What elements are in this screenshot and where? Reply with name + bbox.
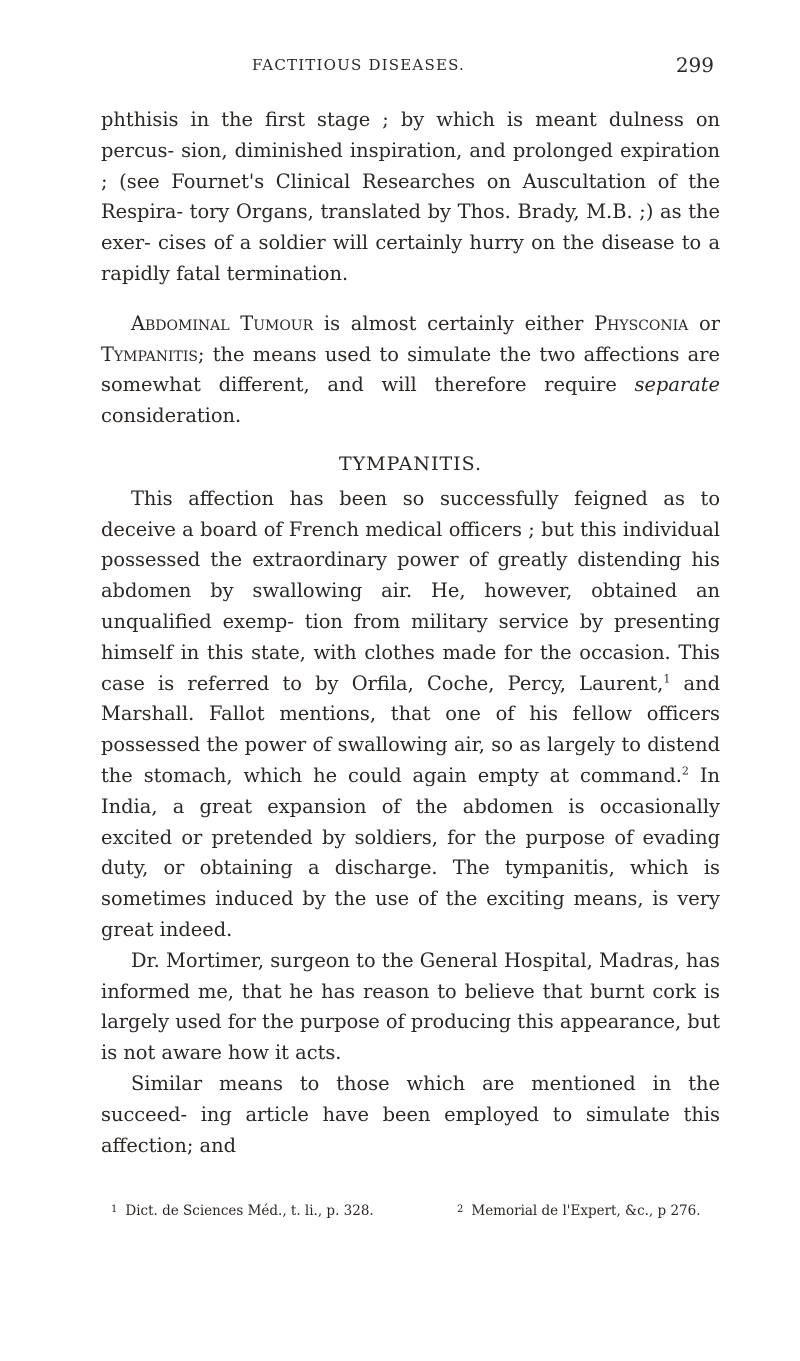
paragraph-text: In India, a great expansion of the abdomen is occasionally excited or pretended by soldiers, for the purpose of evading duty, or obtaining a discharge. The tympanitis, which is sometimes induced by the use of the exciting means, is very great indeed. xyxy=(101,763,720,941)
body-text xyxy=(101,105,720,1161)
paragraph-text: consideration. xyxy=(101,404,242,428)
section-heading: TYMPANITIS. xyxy=(338,452,483,475)
footnote-mark: 2 xyxy=(457,1204,464,1215)
paragraph-abdominal-tumour xyxy=(101,309,720,432)
term-physconia: Physconia xyxy=(594,311,689,335)
paragraph-text: ; the means used to simulate the two affections are somewhat different, and will therefore require xyxy=(101,342,720,397)
footnote-ref-2: 2 xyxy=(681,764,689,778)
footnote-mark: 1 xyxy=(111,1204,118,1215)
emphasis-separate: separate xyxy=(634,373,720,397)
paragraph-text: This affection has been so successfully feigned as to deceive a board of French medical officers ; but this individual possessed the extraordinary power of greatly distending his abdomen by swallowing air. He, however, obtained an unqualified exemp- tion from military service by presenting himself in this state, with clothes made for the occasion. This case is referred to by Orfila, Coche, Percy, Laurent, xyxy=(101,486,720,695)
paragraph-phthisis: phthisis in the first stage ; by which is meant dulness on percus- sion, diminished inspiration, and prolonged expiration ; (see Fournet's Clinical Researches on Auscultation of the Respira- tory Organs, translated by Thos. Brady, M.B. ;) as the exer- cises of a soldier will certainly hurry on the disease to a rapidly fatal termination. xyxy=(101,108,720,285)
paragraph-text: and Marshall. Fallot mentions, that one of his fellow officers possessed the power of swallowing air, so as largely to distend the stomach, which he could again empty at command. xyxy=(101,671,720,787)
footnote-ref-1: 1 xyxy=(663,672,671,686)
footnote-text: Memorial de l'Expert, &c., p 276. xyxy=(471,1203,701,1219)
footnote-text: Dict. de Sciences Méd., t. li., p. 328. xyxy=(125,1203,374,1219)
paragraph-text: is almost certainly either xyxy=(313,311,595,335)
paragraph-similar-means: Similar means to those which are mentioned in the succeed- ing article have been employed to simulate this affection; and xyxy=(101,1071,720,1157)
paragraph-mortimer: Dr. Mortimer, surgeon to the General Hospital, Madras, has informed me, that he has reason to believe that burnt cork is largely used for the purpose of producing this appearance, but is not aware how it acts. xyxy=(101,948,720,1065)
running-title: FACTITIOUS DISEASES. xyxy=(252,56,466,74)
footnote-2 xyxy=(457,1203,701,1219)
footnote-1 xyxy=(111,1203,374,1219)
term-tympanitis: Tympanitis xyxy=(101,342,198,366)
paragraph-tympanitis xyxy=(101,484,720,946)
term-abdominal-tumour: Abdominal Tumour xyxy=(131,311,314,335)
page-number: 299 xyxy=(675,53,714,77)
running-head xyxy=(100,53,720,86)
paragraph-text: or xyxy=(688,311,720,335)
